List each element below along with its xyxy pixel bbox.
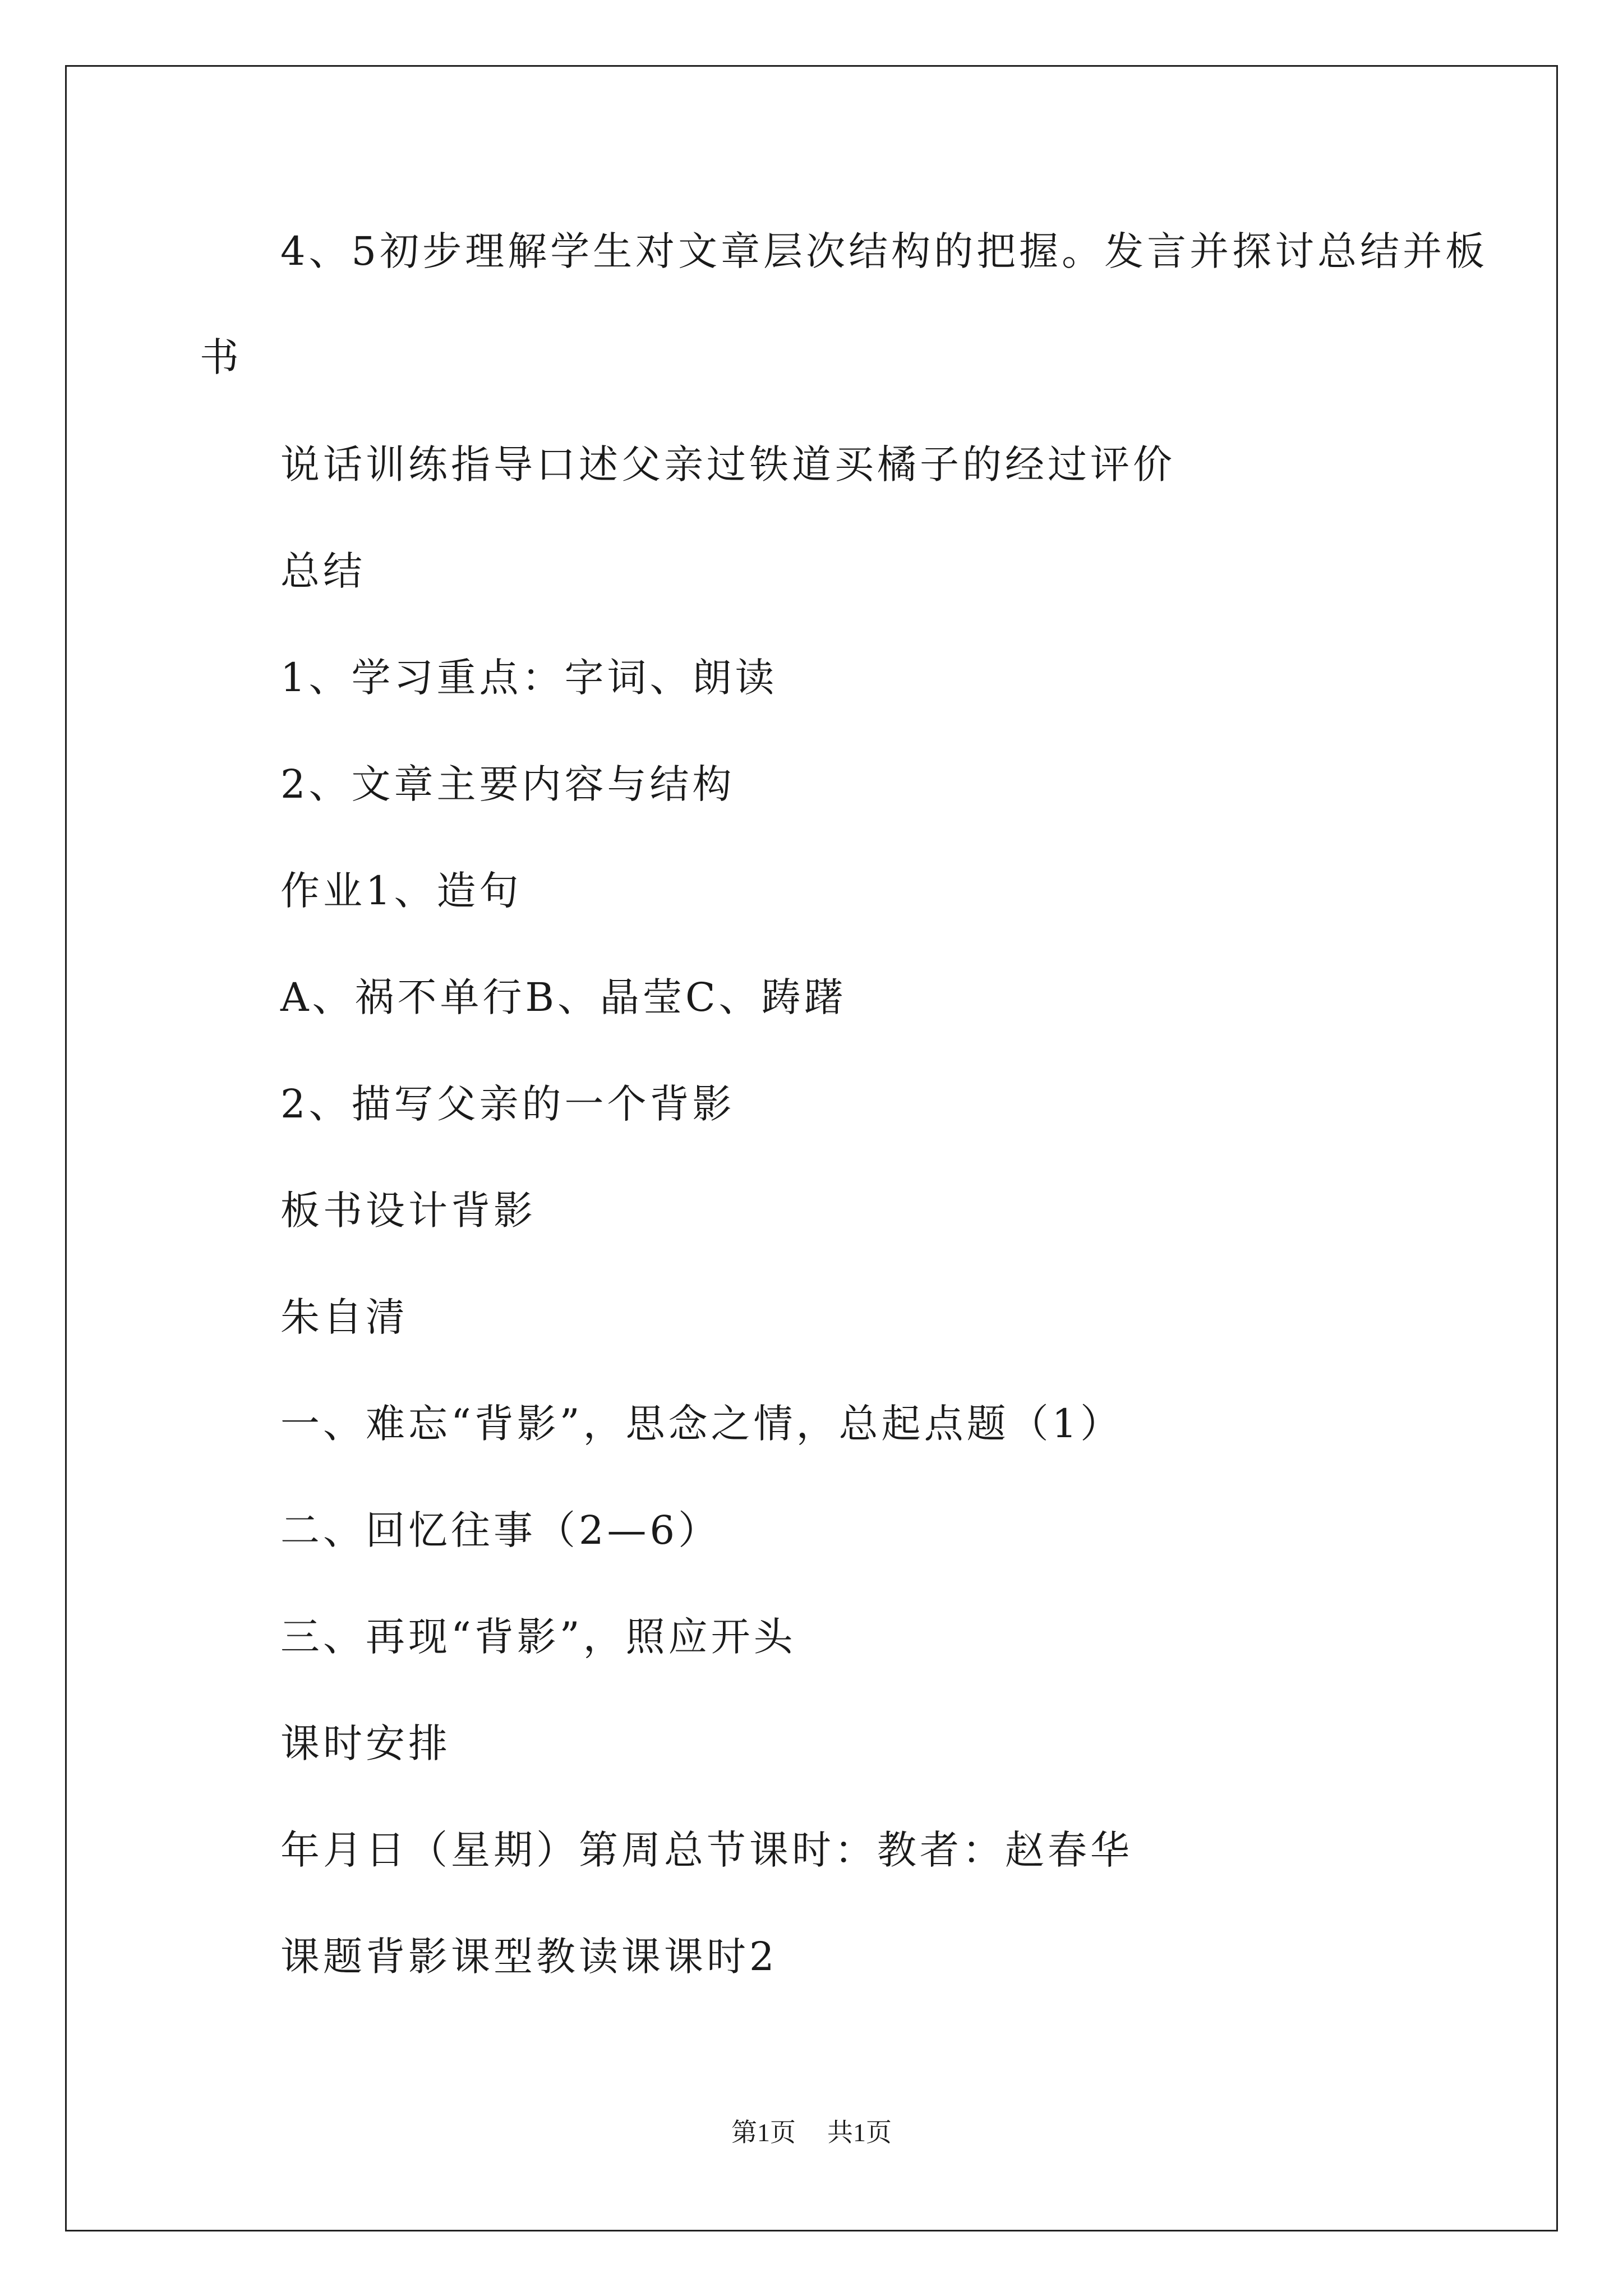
page-number-current: 第1页 xyxy=(731,2118,796,2147)
text-line: 一、难忘“背影”，思念之情，总起点题（1） xyxy=(280,1401,1123,1447)
text-line: 总结 xyxy=(280,548,366,594)
page-footer xyxy=(0,2116,1623,2150)
text-line: 书 xyxy=(200,334,242,380)
text-line: 年月日（星期）第周总节课时：教者：赵春华 xyxy=(280,1827,1133,1873)
text-line: A、祸不单行B、晶莹C、踌躇 xyxy=(280,974,847,1020)
text-line: 朱自清 xyxy=(280,1294,408,1340)
text-line: 板书设计背影 xyxy=(280,1188,536,1234)
text-line: 2、文章主要内容与结构 xyxy=(280,761,735,807)
page-number-total: 共1页 xyxy=(827,2118,892,2147)
text-line: 1、学习重点：字词、朗读 xyxy=(280,655,778,701)
text-line: 课题背影课型教读课课时2 xyxy=(280,1934,778,1980)
text-line: 课时安排 xyxy=(280,1720,451,1766)
text-line: 作业1、造句 xyxy=(280,868,522,914)
text-line: 三、再现“背影”，照应开头 xyxy=(280,1614,796,1660)
text-line: 说话训练指导口述父亲过铁道买橘子的经过评价 xyxy=(280,441,1175,487)
text-line: 4、5初步理解学生对文章层次结构的把握。发言并探讨总结并板 xyxy=(280,228,1488,274)
text-line: 二、回忆往事（2—6） xyxy=(280,1507,721,1553)
page-border xyxy=(65,65,1558,2231)
text-line: 2、描写父亲的一个背影 xyxy=(280,1081,735,1127)
